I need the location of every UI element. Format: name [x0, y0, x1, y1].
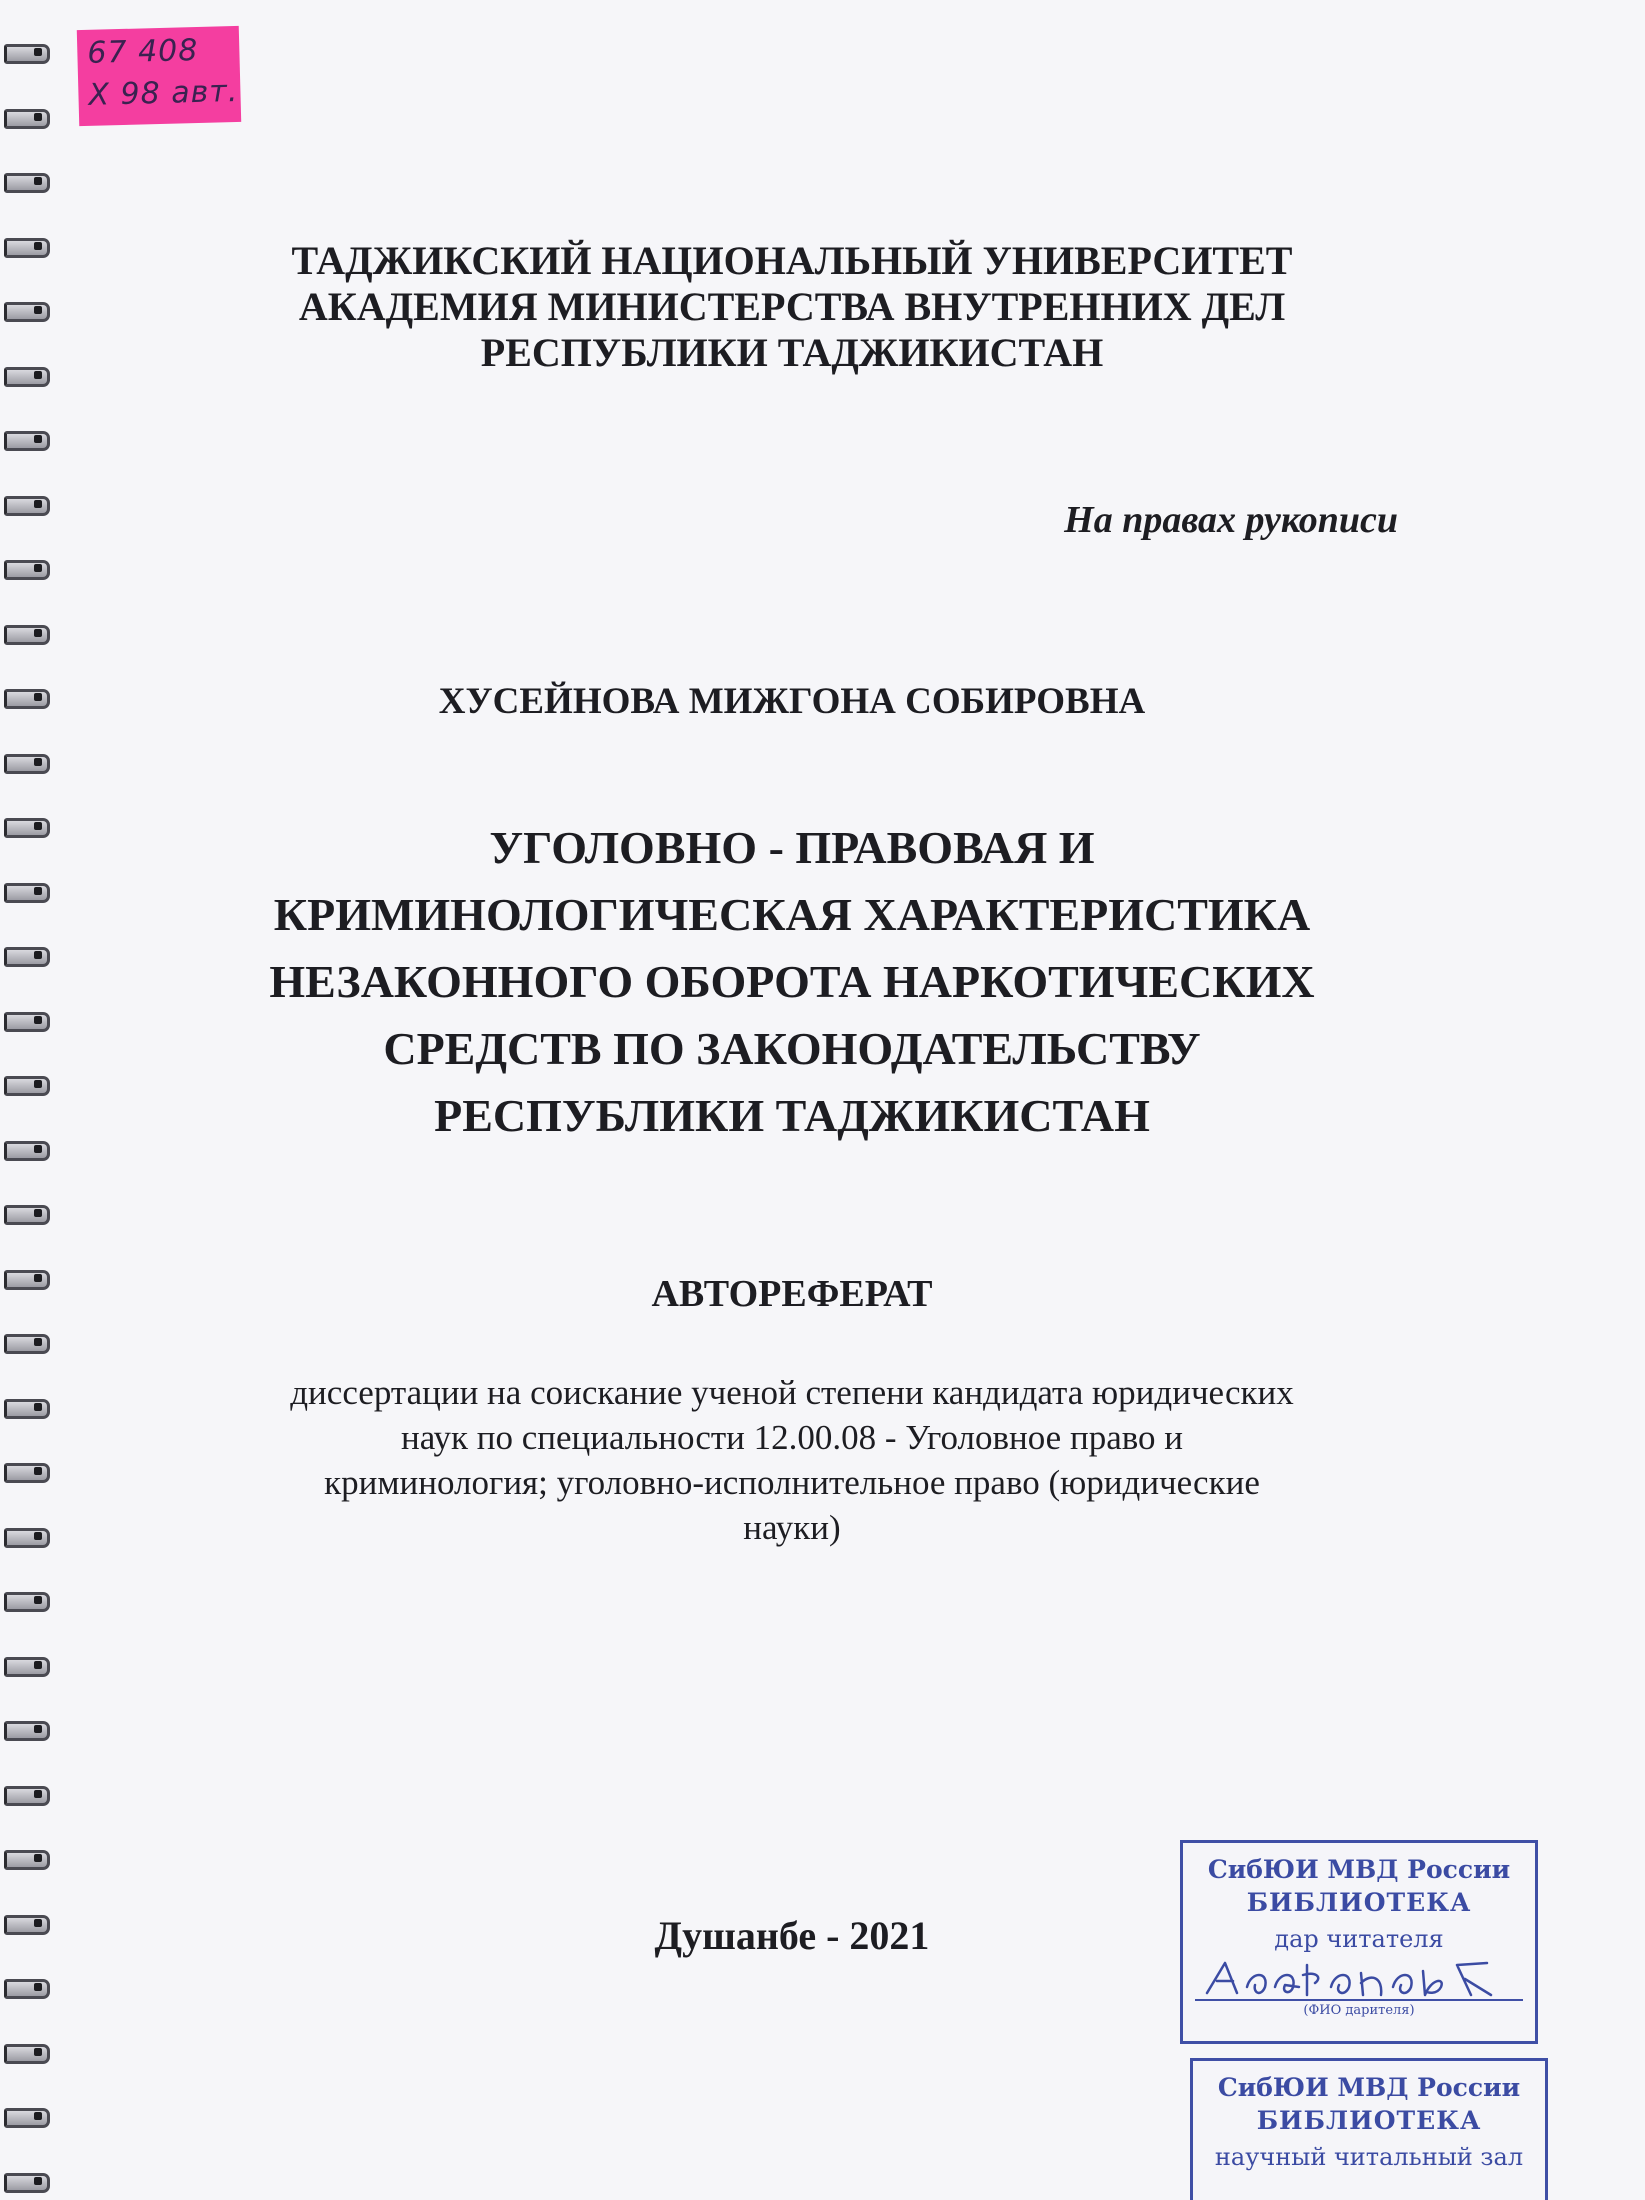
description-line: криминология; уголовно-исполнительное право (юридические	[324, 1463, 1260, 1502]
binding-ring	[4, 1526, 48, 1548]
ring-hole	[34, 564, 42, 572]
ring-hole	[34, 48, 42, 56]
binding-ring	[4, 494, 48, 516]
institution-header	[62, 238, 1522, 376]
ring-loop	[4, 560, 50, 580]
ring-loop	[4, 109, 50, 129]
binding-ring	[4, 752, 48, 774]
ring-hole	[34, 1403, 42, 1411]
binding-ring	[4, 1139, 48, 1161]
binding-ring	[4, 2171, 48, 2193]
binding-ring	[4, 1397, 48, 1419]
ring-loop	[4, 1850, 50, 1870]
donor-signature	[1195, 1957, 1523, 2001]
binding-ring	[4, 429, 48, 451]
dissertation-title	[62, 814, 1522, 1149]
ring-hole	[34, 1725, 42, 1733]
signature-scribble-icon	[1195, 1957, 1515, 1999]
binding-ring	[4, 687, 48, 709]
ring-hole	[34, 1596, 42, 1604]
ring-hole	[34, 1016, 42, 1024]
city-year: Душанбе - 2021	[654, 1913, 930, 1958]
ring-loop	[4, 1979, 50, 1999]
ring-loop	[4, 1463, 50, 1483]
manuscript-note: На правах рукописи	[1064, 499, 1398, 541]
ring-hole	[34, 822, 42, 830]
ring-loop	[4, 1592, 50, 1612]
ring-hole	[34, 1338, 42, 1346]
binding-ring	[4, 816, 48, 838]
ring-hole	[34, 1790, 42, 1798]
ring-loop	[4, 2044, 50, 2064]
ring-loop	[4, 1528, 50, 1548]
ring-hole	[34, 1854, 42, 1862]
stamp-organization: СибЮИ МВД России	[1217, 2073, 1521, 2102]
ring-loop	[4, 367, 50, 387]
inventory-sticker	[77, 26, 241, 126]
binding-ring	[4, 236, 48, 258]
binding-ring	[4, 1010, 48, 1032]
library-stamp-gift	[1180, 1840, 1538, 2044]
ring-loop	[4, 431, 50, 451]
ring-loop	[4, 1786, 50, 1806]
spiral-binding	[0, 0, 62, 2200]
ring-hole	[34, 758, 42, 766]
ring-hole	[34, 951, 42, 959]
ring-loop	[4, 883, 50, 903]
ring-hole	[34, 1080, 42, 1088]
document-type: АВТОРЕФЕРАТ	[651, 1273, 933, 1315]
ring-hole	[34, 1532, 42, 1540]
binding-ring	[4, 1784, 48, 1806]
binding-ring	[4, 1719, 48, 1741]
description-line: науки)	[743, 1508, 841, 1547]
ring-hole	[34, 435, 42, 443]
description-line: наук по специальности 12.00.08 - Уголовное право и	[400, 1418, 1183, 1457]
degree-description	[62, 1370, 1522, 1550]
binding-ring	[4, 1977, 48, 1999]
ring-hole	[34, 306, 42, 314]
ring-hole	[34, 1209, 42, 1217]
binding-ring	[4, 171, 48, 193]
ring-hole	[34, 629, 42, 637]
ring-hole	[34, 242, 42, 250]
institution-line: ТАДЖИКСКИЙ НАЦИОНАЛЬНЫЙ УНИВЕРСИТЕТ	[291, 238, 1293, 283]
ring-hole	[34, 693, 42, 701]
ring-loop	[4, 2173, 50, 2193]
binding-ring	[4, 300, 48, 322]
ring-loop	[4, 625, 50, 645]
ring-loop	[4, 1270, 50, 1290]
binding-ring	[4, 1074, 48, 1096]
ring-loop	[4, 1012, 50, 1032]
ring-loop	[4, 2108, 50, 2128]
ring-hole	[34, 500, 42, 508]
binding-ring	[4, 2042, 48, 2064]
stamp-caption: (ФИО дарителя)	[1303, 2003, 1415, 2018]
institution-line: АКАДЕМИЯ МИНИСТЕРСТВА ВНУТРЕННИХ ДЕЛ	[298, 284, 1286, 329]
binding-ring	[4, 1848, 48, 1870]
stamp-note: научный читальный зал	[1214, 2143, 1524, 2171]
stamp-organization: СибЮИ МВД России	[1207, 1855, 1511, 1884]
ring-loop	[4, 44, 50, 64]
title-line: УГОЛОВНО - ПРАВОВАЯ И	[489, 822, 1095, 873]
binding-ring	[4, 1268, 48, 1290]
ring-loop	[4, 1334, 50, 1354]
ring-hole	[34, 2112, 42, 2120]
binding-ring	[4, 1461, 48, 1483]
binding-ring	[4, 623, 48, 645]
sticker-line-2: Х 98 авт.	[88, 73, 239, 113]
binding-ring	[4, 945, 48, 967]
binding-ring	[4, 1332, 48, 1354]
ring-loop	[4, 818, 50, 838]
binding-ring	[4, 1913, 48, 1935]
ring-loop	[4, 302, 50, 322]
ring-loop	[4, 1399, 50, 1419]
binding-ring	[4, 1655, 48, 1677]
ring-loop	[4, 754, 50, 774]
ring-loop	[4, 496, 50, 516]
ring-loop	[4, 1915, 50, 1935]
ring-hole	[34, 371, 42, 379]
binding-ring	[4, 365, 48, 387]
ring-loop	[4, 173, 50, 193]
binding-ring	[4, 1590, 48, 1612]
title-line: РЕСПУБЛИКИ ТАДЖИКИСТАН	[434, 1090, 1150, 1141]
stamp-library: БИБЛИОТЕКА	[1256, 2106, 1482, 2135]
binding-ring	[4, 1203, 48, 1225]
binding-ring	[4, 42, 48, 64]
binding-ring	[4, 107, 48, 129]
ring-hole	[34, 1661, 42, 1669]
sticker-line-1: 67 408	[86, 32, 199, 71]
title-line: КРИМИНОЛОГИЧЕСКАЯ ХАРАКТЕРИСТИКА	[273, 889, 1311, 940]
stamp-note: дар читателя	[1274, 1925, 1444, 1953]
ring-hole	[34, 113, 42, 121]
ring-hole	[34, 177, 42, 185]
ring-loop	[4, 1141, 50, 1161]
ring-loop	[4, 1076, 50, 1096]
ring-loop	[4, 689, 50, 709]
binding-ring	[4, 2106, 48, 2128]
ring-loop	[4, 1721, 50, 1741]
title-line: НЕЗАКОННОГО ОБОРОТА НАРКОТИЧЕСКИХ	[269, 956, 1315, 1007]
ring-hole	[34, 887, 42, 895]
stamp-library: БИБЛИОТЕКА	[1246, 1888, 1472, 1917]
description-line: диссертации на соискание ученой степени кандидата юридических	[290, 1373, 1294, 1412]
institution-line: РЕСПУБЛИКИ ТАДЖИКИСТАН	[480, 330, 1104, 375]
ring-hole	[34, 1274, 42, 1282]
ring-loop	[4, 1205, 50, 1225]
ring-hole	[34, 2177, 42, 2185]
ring-loop	[4, 238, 50, 258]
ring-hole	[34, 1467, 42, 1475]
ring-hole	[34, 1983, 42, 1991]
binding-ring	[4, 558, 48, 580]
title-line: СРЕДСТВ ПО ЗАКОНОДАТЕЛЬСТВУ	[383, 1023, 1201, 1074]
author-name: ХУСЕЙНОВА МИЖГОНА СОБИРОВНА	[438, 681, 1146, 722]
ring-loop	[4, 1657, 50, 1677]
binding-ring	[4, 881, 48, 903]
library-stamp-reading-room	[1190, 2058, 1548, 2200]
ring-hole	[34, 1145, 42, 1153]
ring-hole	[34, 1919, 42, 1927]
ring-hole	[34, 2048, 42, 2056]
ring-loop	[4, 947, 50, 967]
